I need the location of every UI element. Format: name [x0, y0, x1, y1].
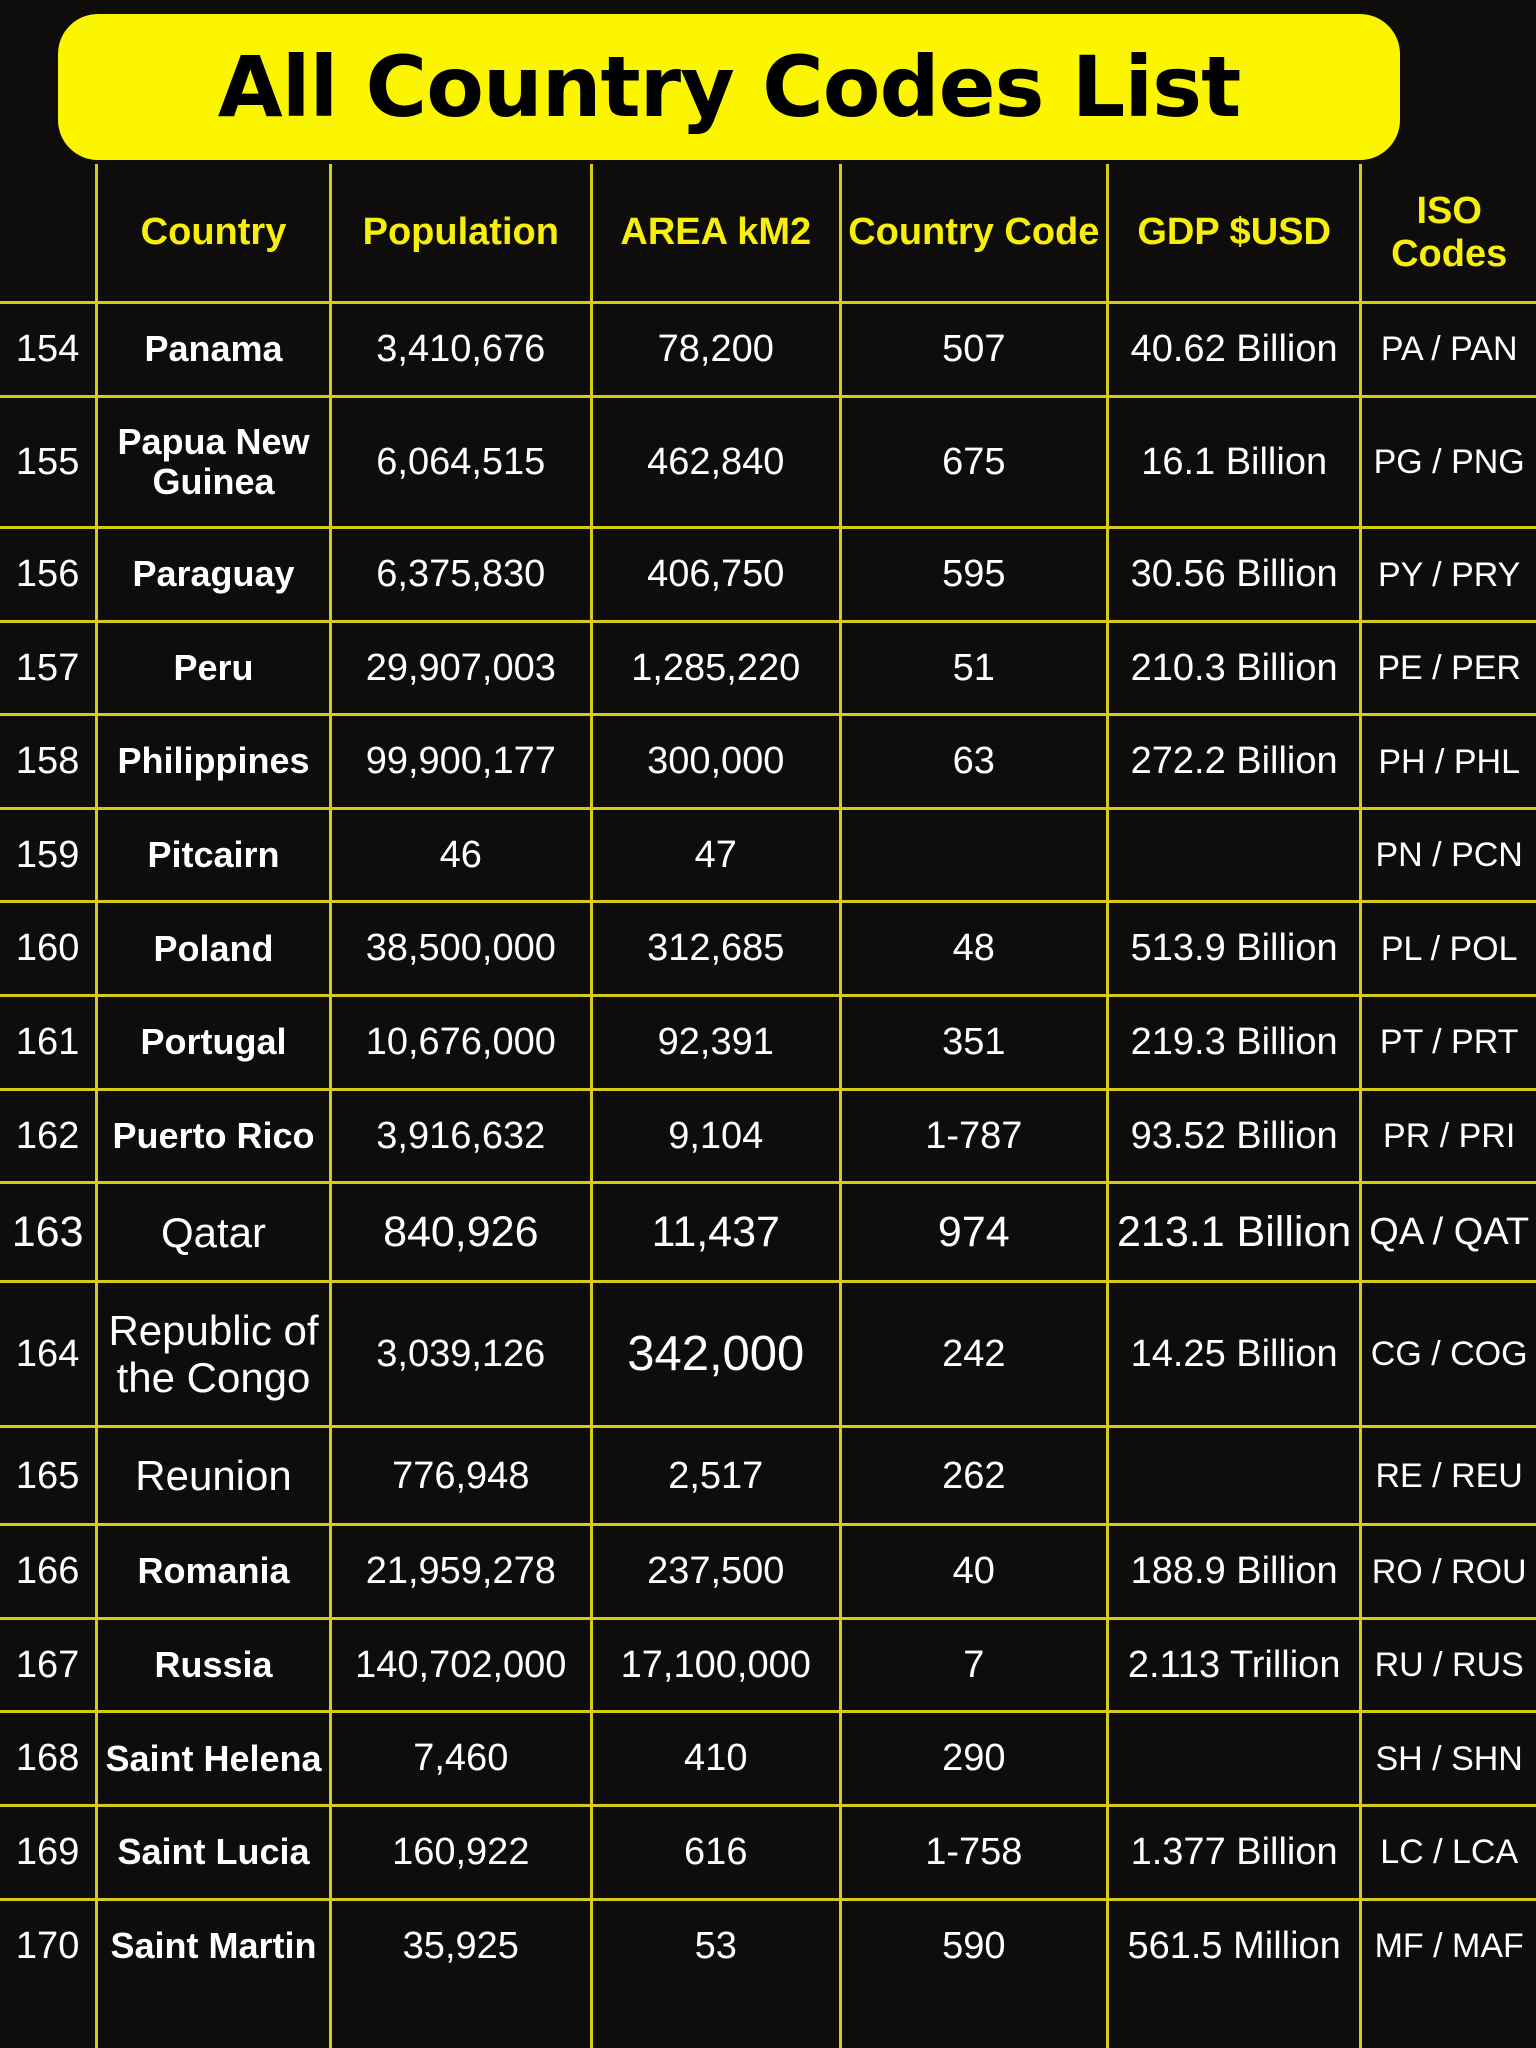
- country-name: Republic of the Congo: [97, 1282, 330, 1427]
- row-number: 157: [0, 621, 97, 715]
- country-code-value: 1-758: [840, 1805, 1107, 1899]
- column-header-iso-codes: ISO Codes: [1361, 164, 1536, 303]
- gdp-value: 1.377 Billion: [1107, 1805, 1360, 1899]
- table-row: [0, 808, 1536, 902]
- gdp-value: 93.52 Billion: [1107, 1089, 1360, 1183]
- gdp-value: 213.1 Billion: [1107, 1183, 1360, 1282]
- area-value: 2,517: [591, 1427, 840, 1525]
- country-code-value: 63: [840, 715, 1107, 809]
- country-name: Papua New Guinea: [97, 396, 330, 528]
- country-code-value: 7: [840, 1618, 1107, 1712]
- area-value: 78,200: [591, 303, 840, 397]
- table-row: [0, 396, 1536, 528]
- table-header: [0, 164, 1536, 303]
- area-value: 53: [591, 1899, 840, 2048]
- area-value: 462,840: [591, 396, 840, 528]
- country-code-value: 48: [840, 902, 1107, 996]
- gdp-value: 272.2 Billion: [1107, 715, 1360, 809]
- row-number: 160: [0, 902, 97, 996]
- gdp-value: 219.3 Billion: [1107, 996, 1360, 1090]
- row-number: 168: [0, 1712, 97, 1806]
- country-code-value: 590: [840, 1899, 1107, 2048]
- row-number: 158: [0, 715, 97, 809]
- page: [0, 14, 1536, 2048]
- table-row: [0, 1712, 1536, 1806]
- row-number: 164: [0, 1282, 97, 1427]
- gdp-value: 188.9 Billion: [1107, 1525, 1360, 1619]
- row-number: 170: [0, 1899, 97, 2048]
- page-title: All Country Codes List: [217, 38, 1241, 136]
- country-name: Portugal: [97, 996, 330, 1090]
- population-value: 6,375,830: [330, 528, 591, 622]
- table-row: [0, 1183, 1536, 1282]
- iso-code-value: RU / RUS: [1361, 1618, 1536, 1712]
- country-name: Qatar: [97, 1183, 330, 1282]
- area-value: 406,750: [591, 528, 840, 622]
- population-value: 29,907,003: [330, 621, 591, 715]
- table-row: [0, 1899, 1536, 2048]
- population-value: 160,922: [330, 1805, 591, 1899]
- row-number: 163: [0, 1183, 97, 1282]
- header-row: [0, 164, 1536, 303]
- row-number: 159: [0, 808, 97, 902]
- iso-code-value: SH / SHN: [1361, 1712, 1536, 1806]
- row-number: 165: [0, 1427, 97, 1525]
- population-value: 840,926: [330, 1183, 591, 1282]
- iso-code-value: PG / PNG: [1361, 396, 1536, 528]
- area-value: 616: [591, 1805, 840, 1899]
- country-name: Saint Helena: [97, 1712, 330, 1806]
- country-name: Peru: [97, 621, 330, 715]
- gdp-value: [1107, 808, 1360, 902]
- gdp-value: 14.25 Billion: [1107, 1282, 1360, 1427]
- country-code-value: 595: [840, 528, 1107, 622]
- row-number: 167: [0, 1618, 97, 1712]
- country-code-value: 351: [840, 996, 1107, 1090]
- table-row: [0, 996, 1536, 1090]
- country-code-value: 507: [840, 303, 1107, 397]
- country-codes-table: [0, 164, 1536, 2048]
- area-value: 9,104: [591, 1089, 840, 1183]
- area-value: 300,000: [591, 715, 840, 809]
- population-value: 46: [330, 808, 591, 902]
- country-name: Philippines: [97, 715, 330, 809]
- table-row: [0, 1427, 1536, 1525]
- population-value: 776,948: [330, 1427, 591, 1525]
- country-name: Panama: [97, 303, 330, 397]
- country-name: Pitcairn: [97, 808, 330, 902]
- column-header-country: Country: [97, 164, 330, 303]
- iso-code-value: QA / QAT: [1361, 1183, 1536, 1282]
- iso-code-value: PT / PRT: [1361, 996, 1536, 1090]
- country-code-value: 262: [840, 1427, 1107, 1525]
- column-header-country-code: Country Code: [840, 164, 1107, 303]
- gdp-value: 30.56 Billion: [1107, 528, 1360, 622]
- gdp-value: 561.5 Million: [1107, 1899, 1360, 2048]
- iso-code-value: PN / PCN: [1361, 808, 1536, 902]
- area-value: 92,391: [591, 996, 840, 1090]
- table-row: [0, 528, 1536, 622]
- gdp-value: 16.1 Billion: [1107, 396, 1360, 528]
- country-code-value: 242: [840, 1282, 1107, 1427]
- country-code-value: 1-787: [840, 1089, 1107, 1183]
- population-value: 6,064,515: [330, 396, 591, 528]
- column-header-number: [0, 164, 97, 303]
- population-value: 3,916,632: [330, 1089, 591, 1183]
- country-name: Paraguay: [97, 528, 330, 622]
- title-banner: [58, 14, 1400, 160]
- country-code-value: 40: [840, 1525, 1107, 1619]
- table-row: [0, 902, 1536, 996]
- population-value: 21,959,278: [330, 1525, 591, 1619]
- row-number: 161: [0, 996, 97, 1090]
- country-name: Poland: [97, 902, 330, 996]
- area-value: 237,500: [591, 1525, 840, 1619]
- country-code-value: 51: [840, 621, 1107, 715]
- iso-code-value: PE / PER: [1361, 621, 1536, 715]
- row-number: 162: [0, 1089, 97, 1183]
- row-number: 156: [0, 528, 97, 622]
- table-row: [0, 621, 1536, 715]
- table-body: [0, 303, 1536, 2048]
- iso-code-value: LC / LCA: [1361, 1805, 1536, 1899]
- iso-code-value: PA / PAN: [1361, 303, 1536, 397]
- iso-code-value: PY / PRY: [1361, 528, 1536, 622]
- gdp-value: 2.113 Trillion: [1107, 1618, 1360, 1712]
- table-row: [0, 715, 1536, 809]
- gdp-value: 210.3 Billion: [1107, 621, 1360, 715]
- gdp-value: [1107, 1427, 1360, 1525]
- area-value: 410: [591, 1712, 840, 1806]
- row-number: 166: [0, 1525, 97, 1619]
- area-value: 342,000: [591, 1282, 840, 1427]
- gdp-value: [1107, 1712, 1360, 1806]
- row-number: 155: [0, 396, 97, 528]
- population-value: 38,500,000: [330, 902, 591, 996]
- gdp-value: 513.9 Billion: [1107, 902, 1360, 996]
- table-row: [0, 1805, 1536, 1899]
- iso-code-value: MF / MAF: [1361, 1899, 1536, 2048]
- country-code-value: [840, 808, 1107, 902]
- gdp-value: 40.62 Billion: [1107, 303, 1360, 397]
- population-value: 99,900,177: [330, 715, 591, 809]
- table-row: [0, 1282, 1536, 1427]
- column-header-area: AREA kM2: [591, 164, 840, 303]
- iso-code-value: PL / POL: [1361, 902, 1536, 996]
- country-name: Puerto Rico: [97, 1089, 330, 1183]
- country-code-value: 290: [840, 1712, 1107, 1806]
- population-value: 10,676,000: [330, 996, 591, 1090]
- population-value: 3,039,126: [330, 1282, 591, 1427]
- area-value: 17,100,000: [591, 1618, 840, 1712]
- table-row: [0, 1089, 1536, 1183]
- column-header-population: Population: [330, 164, 591, 303]
- iso-code-value: RE / REU: [1361, 1427, 1536, 1525]
- country-name: Russia: [97, 1618, 330, 1712]
- country-code-value: 974: [840, 1183, 1107, 1282]
- table-row: [0, 1618, 1536, 1712]
- iso-code-value: RO / ROU: [1361, 1525, 1536, 1619]
- iso-code-value: CG / COG: [1361, 1282, 1536, 1427]
- country-name: Romania: [97, 1525, 330, 1619]
- population-value: 3,410,676: [330, 303, 591, 397]
- table-row: [0, 1525, 1536, 1619]
- country-name: Saint Lucia: [97, 1805, 330, 1899]
- row-number: 154: [0, 303, 97, 397]
- row-number: 169: [0, 1805, 97, 1899]
- table-row: [0, 303, 1536, 397]
- population-value: 140,702,000: [330, 1618, 591, 1712]
- area-value: 11,437: [591, 1183, 840, 1282]
- population-value: 7,460: [330, 1712, 591, 1806]
- country-name: Saint Martin: [97, 1899, 330, 2048]
- area-value: 47: [591, 808, 840, 902]
- area-value: 1,285,220: [591, 621, 840, 715]
- population-value: 35,925: [330, 1899, 591, 2048]
- iso-code-value: PR / PRI: [1361, 1089, 1536, 1183]
- area-value: 312,685: [591, 902, 840, 996]
- iso-code-value: PH / PHL: [1361, 715, 1536, 809]
- country-code-value: 675: [840, 396, 1107, 528]
- country-name: Reunion: [97, 1427, 330, 1525]
- column-header-gdp: GDP $USD: [1107, 164, 1360, 303]
